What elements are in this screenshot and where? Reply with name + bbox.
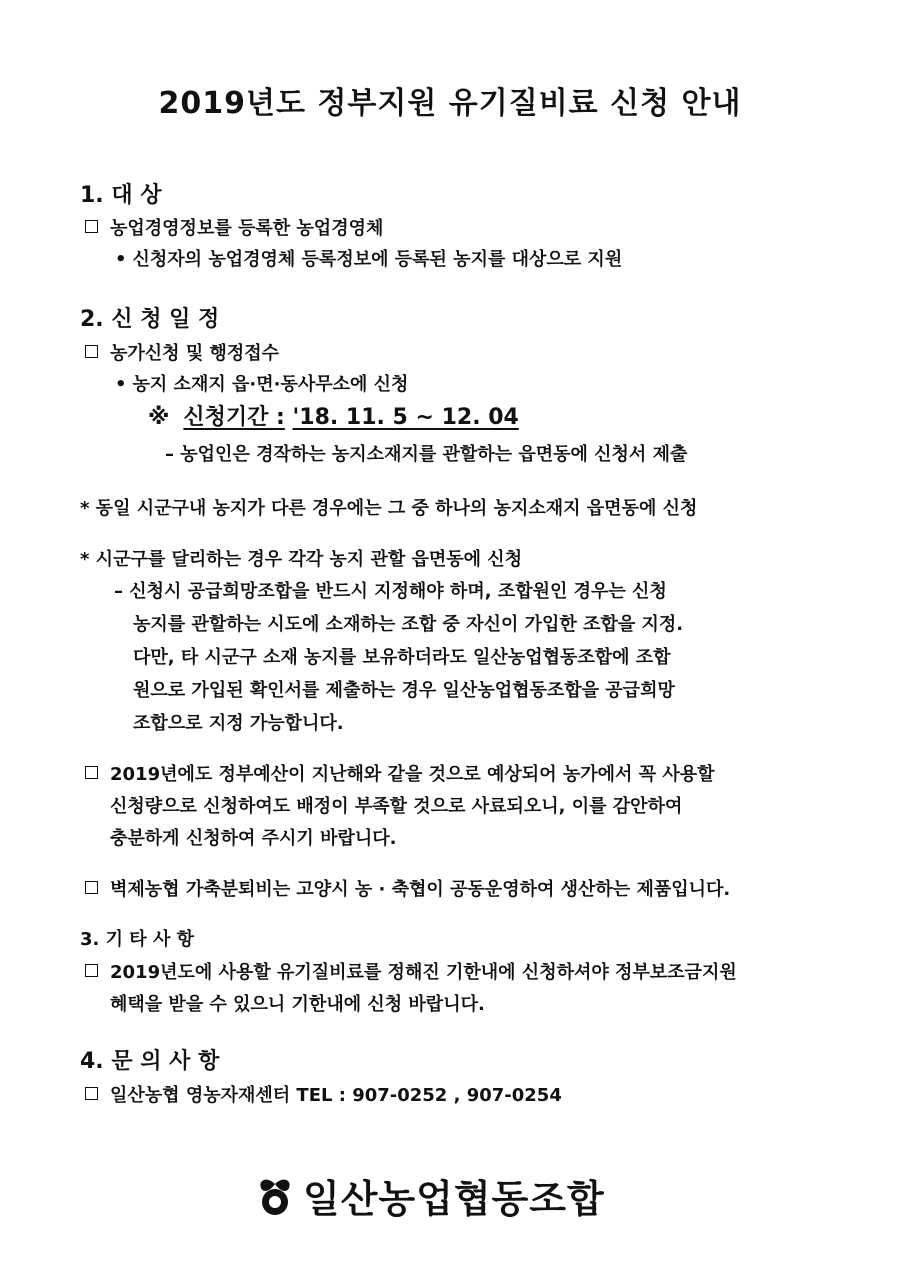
note-different-district-heading: * 시군구를 달리하는 경우 각각 농지 관할 읍면동에 신청 (80, 549, 523, 570)
bullet-icon: • (115, 374, 127, 395)
checkbox-square-icon (85, 766, 98, 779)
section-1-sub: • 신청자의 농업경영체 등록정보에 등록된 농지를 대상으로 지원 (115, 249, 623, 270)
application-period (148, 400, 519, 431)
section-2-item: 농가신청 및 행정접수 (85, 339, 279, 365)
period-value: '18. 11. 5 ~ 12. 04 (292, 405, 519, 430)
nh-emblem-icon (255, 1174, 295, 1218)
note-line: – 신청시 공급희망조합을 반드시 지정해야 하며, 조합원인 경우는 신청 (114, 581, 667, 602)
checkbox-square-icon (85, 220, 98, 233)
section-3-line: 2019년도에 사용할 유기질비료를 정해진 기한내에 신청하셔야 정부보조금지원 (85, 958, 737, 984)
note-line: 다만, 타 시군구 소재 농지를 보유하더라도 일산농업협동조합에 조합 (133, 647, 671, 668)
bullet-icon: • (115, 249, 127, 270)
section-3-heading: 3. 기 타 사 항 (80, 929, 194, 950)
checkbox-square-icon (85, 345, 98, 358)
section-2-heading: 2. 신 청 일 정 (80, 307, 220, 332)
period-note: – 농업인은 경작하는 농지소재지를 관할하는 읍면동에 신청서 제출 (165, 444, 688, 465)
nh-logo (255, 1168, 605, 1223)
section-3-line: 혜택을 받을 수 있으니 기한내에 신청 바랍니다. (110, 994, 485, 1015)
section-1-heading: 1. 대 상 (80, 183, 162, 208)
section-4-heading: 4. 문 의 사 항 (80, 1049, 220, 1074)
budget-notice-line: 충분하게 신청하여 주시기 바랍니다. (110, 828, 397, 849)
note-line: 조합으로 지정 가능합니다. (133, 713, 344, 734)
contact-info: 일산농협 영농자재센터 TEL : 907-0252 , 907-0254 (85, 1081, 562, 1107)
section-2-sub: • 농지 소재지 읍·면·동사무소에 신청 (115, 374, 409, 395)
logo-text: 일산농업협동조합 (303, 1177, 605, 1221)
section-1-item: 농업경영정보를 등록한 농업경영체 (85, 214, 383, 240)
period-label: 신청기간 : (183, 405, 285, 430)
checkbox-square-icon (85, 881, 98, 894)
note-line: 원으로 가입된 확인서를 제출하는 경우 일산농업협동조합을 공급희망 (133, 680, 675, 701)
note-same-district: * 동일 시군구내 농지가 다른 경우에는 그 중 하나의 농지소재지 읍면동에 신청 (80, 498, 698, 519)
page-title: 2019년도 정부지원 유기질비료 신청 안내 (158, 86, 742, 121)
product-notice: 벽제농협 가축분퇴비는 고양시 농 · 축협이 공동운영하여 생산하는 제품입니다. (85, 875, 730, 901)
budget-notice-line: 2019년에도 정부예산이 지난해와 같을 것으로 예상되어 농가에서 꼭 사용할 (85, 760, 714, 786)
checkbox-square-icon (85, 964, 98, 977)
checkbox-square-icon (85, 1087, 98, 1100)
reference-mark-icon: ※ (148, 405, 170, 430)
budget-notice-line: 신청량으로 신청하여도 배정이 부족할 것으로 사료되오니, 이를 감안하여 (110, 796, 683, 817)
note-line: 농지를 관할하는 시도에 소재하는 조합 중 자신이 가입한 조합을 지정. (133, 614, 684, 635)
